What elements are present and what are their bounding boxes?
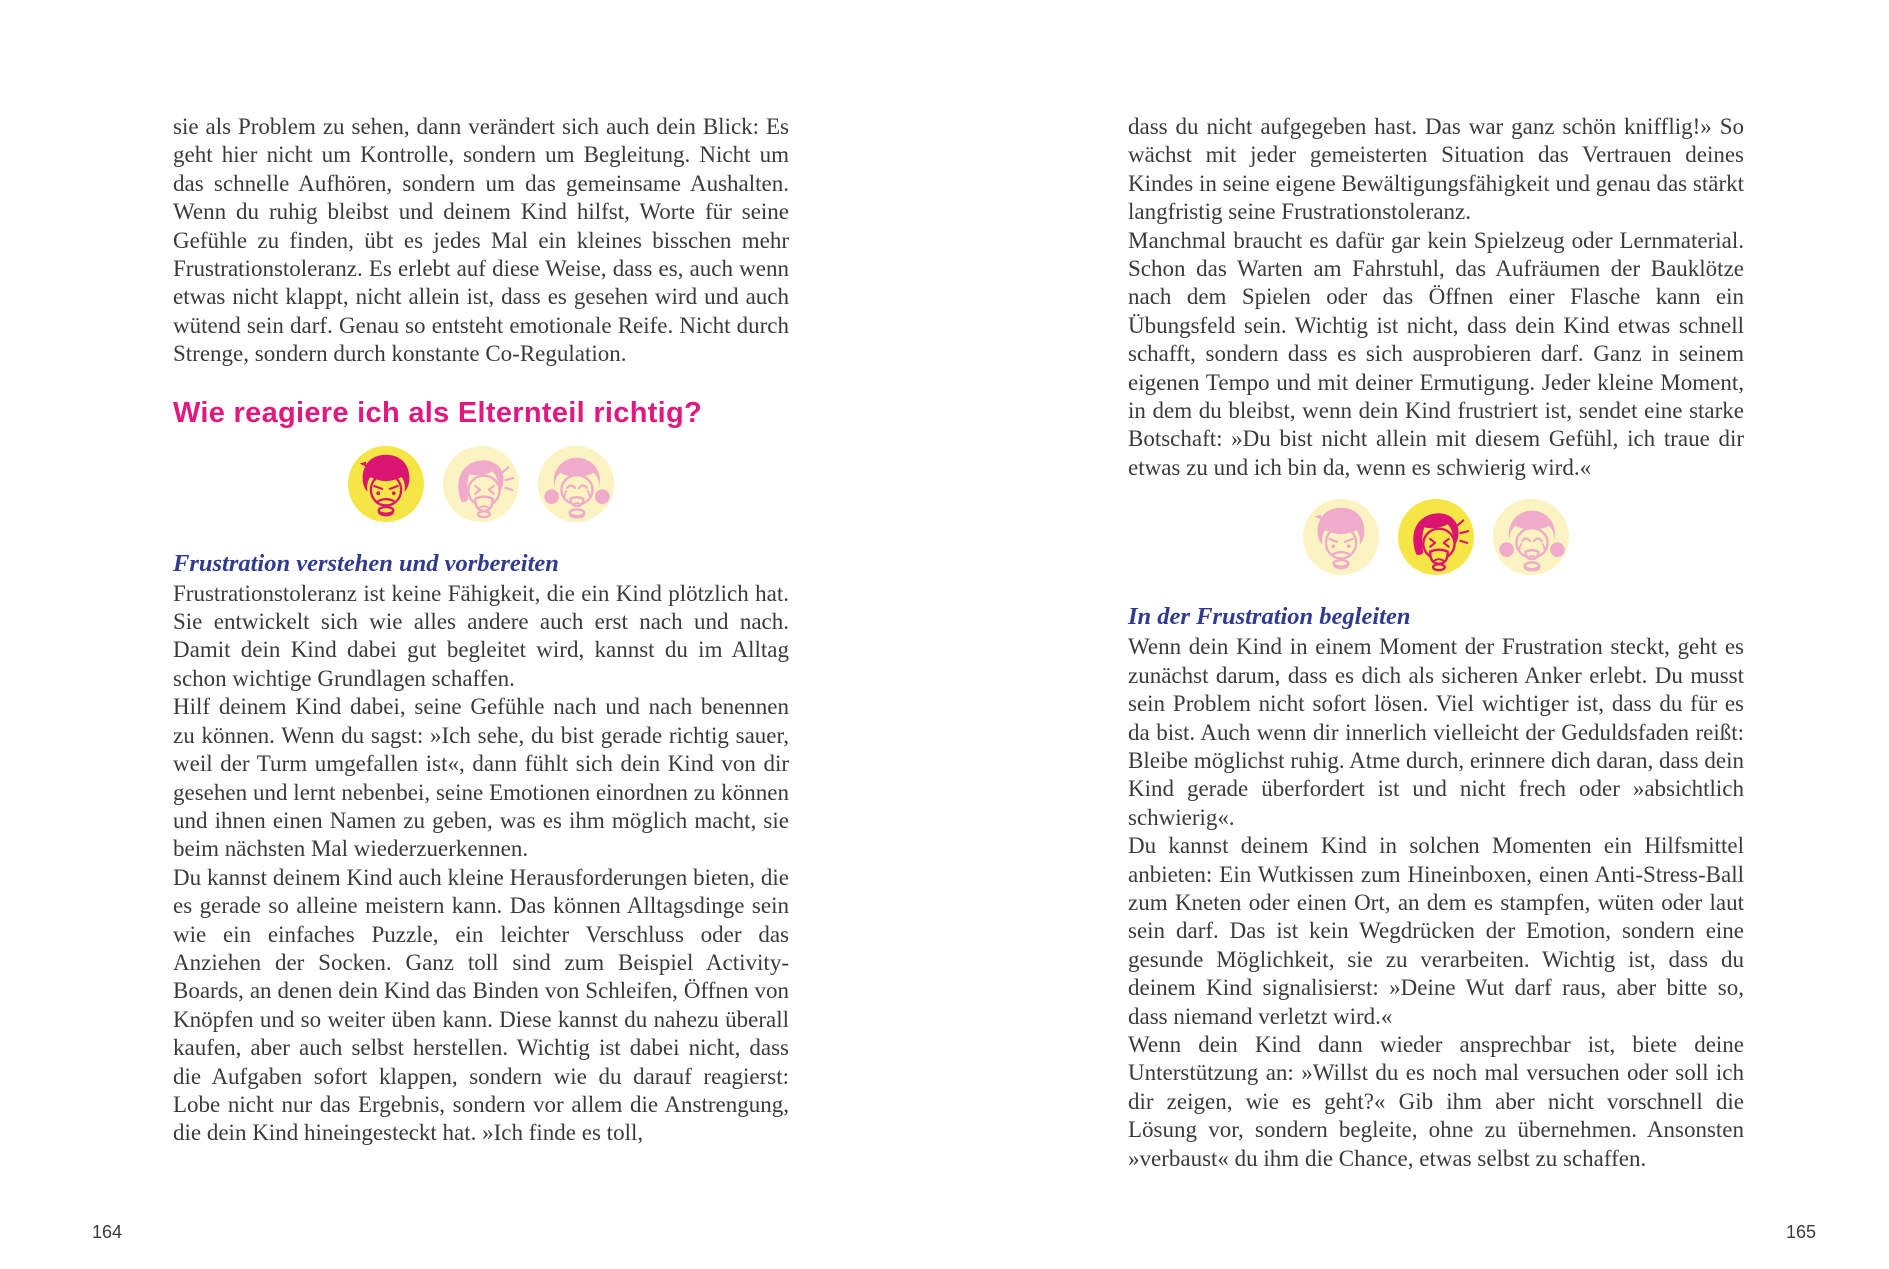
- angry-boy-face-icon: [1302, 498, 1380, 576]
- body-paragraph: dass du nicht aufgegeben hast. Das war ganz schön knifflig!» So wächst mit jeder gemeisterten Situation das Vertrauen deines Kindes in seine eigene Bewältigungsfähigkeit und genau das stärkt langfristig seine Frustrationstoleranz.: [1128, 114, 1744, 225]
- page-number-left: 164: [92, 1222, 123, 1242]
- yelling-girl-face-icon: [442, 445, 520, 523]
- crying-girl-face-icon: [537, 445, 615, 523]
- yelling-girl-face-icon: [1397, 498, 1475, 576]
- body-paragraph: Du kannst deinem Kind in solchen Momenten ein Hilfsmittel anbieten: Ein Wutkissen zum Hineinboxen, einen Anti-Stress-Ball zum Kneten oder einen Ort, an dem es stampfen, wüten oder laut sein darf. Das ist kein Wegdrücken der Emotion, sondern eine gesunde Möglichkeit, sie zu verarbeiten. Wichtig ist, dass du deinem Kind signalisierst: »Deine Wut darf raus, aber bitte so, dass niemand verletzt wird.«: [1128, 833, 1744, 1029]
- angry-boy-face-icon: [347, 445, 425, 523]
- body-paragraph: Wenn dein Kind in einem Moment der Frustration steckt, geht es zunächst darum, dass es dich als sicheren Anker erlebt. Du musst sein Problem nicht sofort lösen. Viel wichtiger ist, dass du für es da bist. Auch wenn dir innerlich vielleicht der Geduldsfaden reißt: Bleibe möglichst ruhig. Atme durch, erinnere dich daran, dass dein Kind gerade überfordert ist und nicht frech oder »absichtlich schwierig«.: [1128, 634, 1744, 830]
- section-heading: Wie reagiere ich als Elternteil richtig?: [173, 396, 703, 429]
- subsection-heading: In der Frustration begleiten: [1128, 603, 1411, 631]
- page-165: [944, 0, 1888, 1269]
- emotion-faces-row: [173, 445, 789, 523]
- emotion-faces-row: [1128, 498, 1744, 576]
- subsection-heading: Frustration verstehen und vorbereiten: [173, 549, 559, 577]
- body-paragraph: Frustrationstoleranz ist keine Fähigkeit, die ein Kind plötzlich hat. Sie entwickelt sich wie alles andere auch erst nach und nach. Damit dein Kind dabei gut begleitet wird, kannst du im Alltag schon wichtige Grundlagen schaffen.: [173, 580, 789, 691]
- crying-girl-face-icon: [1492, 498, 1570, 576]
- body-paragraph: Manchmal braucht es dafür gar kein Spielzeug oder Lernmaterial. Schon das Warten am Fahrstuhl, das Aufräumen der Bauklötze nach dem Spielen oder das Öffnen einer Flasche kann ein Übungsfeld sein. Wichtig ist nicht, dass dein Kind etwas schnell schafft, sondern dass es sich ausprobieren darf. Ganz in seinem eigenen Tempo und mit deiner Ermutigung. Jeder kleine Moment, in dem du bleibst, wenn dein Kind frustriert ist, sendet eine starke Botschaft: »Du bist nicht allein mit diesem Gefühl, ich traue dir etwas zu und ich bin da, wenn es schwierig wird.«: [1128, 227, 1744, 480]
- page-164: [0, 0, 944, 1269]
- body-paragraph: Du kannst deinem Kind auch kleine Herausforderungen bieten, die es gerade so alleine meistern kann. Das können Alltagsdinge sein wie ein einfaches Puzzle, ein leichter Verschluss oder das Anziehen der Socken. Ganz toll sind zum Beispiel Activity-Boards, an denen dein Kind das Binden von Schleifen, Öffnen von Knöpfen und so weiter üben kann. Diese kannst du nahezu überall kaufen, aber auch selbst herstellen. Wichtig ist dabei nicht, dass die Aufgaben sofort klappen, sondern wie du darauf reagierst: Lobe nicht nur das Ergebnis, sondern vor allem die Anstrengung, die dein Kind hineingesteckt hat. »Ich finde es toll,: [173, 864, 789, 1146]
- continued-paragraph: sie als Problem zu sehen, dann verändert sich auch dein Blick: Es geht hier nicht um Kontrolle, sondern um Begleitung. Nicht um das schnelle Aufhören, sondern um das gemeinsame Aushalten. Wenn du ruhig bleibst und deinem Kind hilfst, Worte für seine Gefühle zu finden, übt es jedes Mal ein kleines bisschen mehr Frustrationstoleranz. Es erlebt auf diese Weise, dass es, auch wenn etwas nicht klappt, nicht allein ist, dass es gesehen wird und auch wütend sein darf. Genau so entsteht emotionale Reife. Nicht durch Strenge, sondern durch konstante Co-Regulation.: [173, 114, 789, 367]
- page-number-right: 165: [1786, 1222, 1817, 1242]
- body-paragraph: Wenn dein Kind dann wieder ansprechbar ist, biete deine Unterstützung an: »Willst du es noch mal versuchen oder soll ich dir zeigen, wie es geht?« Gib ihm aber nicht vorschnell die Lösung vor, sondern begleite, ohne zu übernehmen. Ansonsten »verbaust« du ihm die Chance, etwas selbst zu schaffen.: [1128, 1031, 1744, 1171]
- body-paragraph: Hilf deinem Kind dabei, seine Gefühle nach und nach benennen zu können. Wenn du sagst: »Ich sehe, du bist gerade richtig sauer, weil der Turm umgefallen ist«, dann fühlt sich dein Kind von dir gesehen und lernt nebenbei, seine Emotionen einordnen zu können und ihnen einen Namen zu geben, was es ihm möglich macht, sie beim nächsten Mal wiederzuerkennen.: [173, 694, 789, 862]
